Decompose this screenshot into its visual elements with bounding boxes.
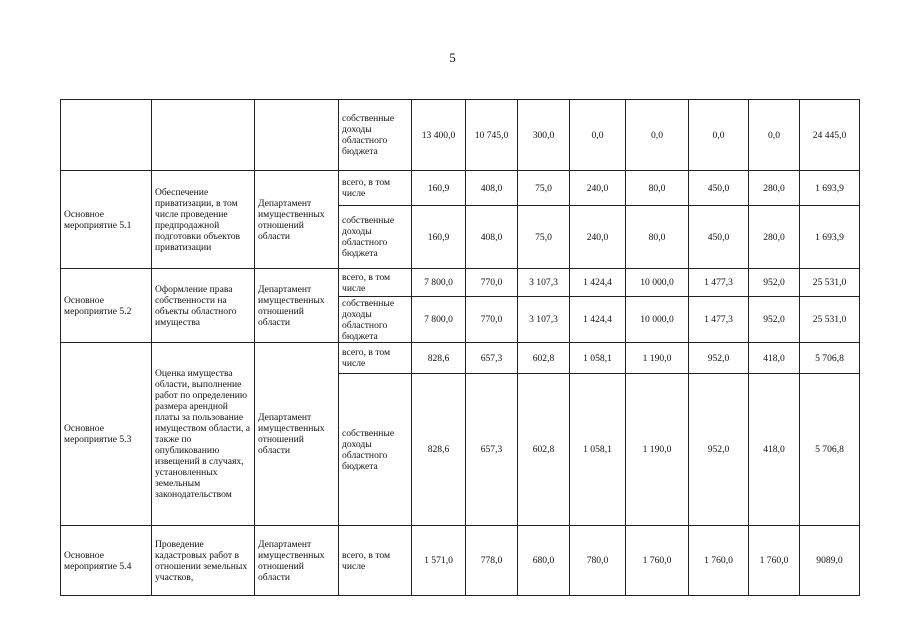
value-cell: 828,6 <box>412 374 466 526</box>
value-cell: 80,0 <box>626 171 689 206</box>
value-cell: 10 000,0 <box>626 297 689 343</box>
value-cell: 1 058,1 <box>570 374 626 526</box>
value-cell: 418,0 <box>749 374 800 526</box>
page-number: 5 <box>449 50 456 65</box>
budget-table <box>60 99 860 596</box>
table-row <box>61 269 860 297</box>
source-cell: всего, в том числе <box>339 526 412 596</box>
measure-name-cell: Основное мероприятие 5.3 <box>61 343 152 526</box>
value-cell: 780,0 <box>570 526 626 596</box>
value-cell: 770,0 <box>466 269 518 297</box>
value-cell: 160,9 <box>412 171 466 206</box>
total-cell: 9089,0 <box>800 526 860 596</box>
table-row <box>61 343 860 374</box>
table-row <box>61 100 860 171</box>
value-cell: 828,6 <box>412 343 466 374</box>
value-cell: 3 107,3 <box>518 297 570 343</box>
total-cell: 24 445,0 <box>800 100 860 171</box>
value-cell: 952,0 <box>749 269 800 297</box>
total-cell: 25 531,0 <box>800 269 860 297</box>
value-cell: 10 745,0 <box>466 100 518 171</box>
value-cell: 280,0 <box>749 206 800 269</box>
value-cell: 408,0 <box>466 206 518 269</box>
value-cell: 240,0 <box>570 206 626 269</box>
source-cell: собственные доходы областного бюджета <box>339 100 412 171</box>
executor-cell: Департамент имущественных отношений области <box>255 269 339 343</box>
value-cell: 1 760,0 <box>689 526 749 596</box>
value-cell: 1 190,0 <box>626 374 689 526</box>
source-cell: собственные доходы областного бюджета <box>339 374 412 526</box>
value-cell: 1 477,3 <box>689 297 749 343</box>
measure-desc-cell: Обеспечение приватизации, в том числе проведение предпродажной подготовки объектов приватизации <box>152 171 255 269</box>
total-cell: 25 531,0 <box>800 297 860 343</box>
executor-cell <box>255 100 339 171</box>
value-cell: 3 107,3 <box>518 269 570 297</box>
value-cell: 1 424,4 <box>570 297 626 343</box>
table-row <box>61 171 860 206</box>
value-cell: 75,0 <box>518 206 570 269</box>
value-cell: 408,0 <box>466 171 518 206</box>
value-cell: 778,0 <box>466 526 518 596</box>
value-cell: 1 190,0 <box>626 343 689 374</box>
value-cell: 450,0 <box>689 171 749 206</box>
value-cell: 0,0 <box>626 100 689 171</box>
value-cell: 952,0 <box>689 374 749 526</box>
executor-cell: Департамент имущественных отношений области <box>255 171 339 269</box>
value-cell: 680,0 <box>518 526 570 596</box>
value-cell: 952,0 <box>749 297 800 343</box>
value-cell: 1 760,0 <box>626 526 689 596</box>
value-cell: 952,0 <box>689 343 749 374</box>
value-cell: 1 058,1 <box>570 343 626 374</box>
measure-name-cell <box>61 100 152 171</box>
value-cell: 240,0 <box>570 171 626 206</box>
measure-name-cell: Основное мероприятие 5.2 <box>61 269 152 343</box>
source-cell: всего, в том числе <box>339 171 412 206</box>
value-cell: 0,0 <box>570 100 626 171</box>
value-cell: 450,0 <box>689 206 749 269</box>
value-cell: 657,3 <box>466 343 518 374</box>
executor-cell: Департамент имущественных отношений области <box>255 526 339 596</box>
total-cell: 1 693,9 <box>800 171 860 206</box>
total-cell: 5 706,8 <box>800 343 860 374</box>
value-cell: 1 571,0 <box>412 526 466 596</box>
value-cell: 160,9 <box>412 206 466 269</box>
value-cell: 1 424,4 <box>570 269 626 297</box>
value-cell: 1 477,3 <box>689 269 749 297</box>
value-cell: 10 000,0 <box>626 269 689 297</box>
value-cell: 75,0 <box>518 171 570 206</box>
value-cell: 300,0 <box>518 100 570 171</box>
source-cell: всего, в том числе <box>339 343 412 374</box>
value-cell: 1 760,0 <box>749 526 800 596</box>
source-cell: всего, в том числе <box>339 269 412 297</box>
measure-desc-cell <box>152 100 255 171</box>
table-row <box>61 526 860 596</box>
measure-desc-cell: Оформление права собственности на объекты областного имущества <box>152 269 255 343</box>
executor-cell: Департамент имущественных отношений области <box>255 343 339 526</box>
value-cell: 418,0 <box>749 343 800 374</box>
value-cell: 770,0 <box>466 297 518 343</box>
value-cell: 602,8 <box>518 343 570 374</box>
measure-desc-cell: Проведение кадастровых работ в отношении земельных участков, <box>152 526 255 596</box>
value-cell: 0,0 <box>749 100 800 171</box>
value-cell: 657,3 <box>466 374 518 526</box>
value-cell: 602,8 <box>518 374 570 526</box>
total-cell: 5 706,8 <box>800 374 860 526</box>
value-cell: 0,0 <box>689 100 749 171</box>
value-cell: 7 800,0 <box>412 269 466 297</box>
value-cell: 80,0 <box>626 206 689 269</box>
measure-name-cell: Основное мероприятие 5.1 <box>61 171 152 269</box>
total-cell: 1 693,9 <box>800 206 860 269</box>
measure-name-cell: Основное мероприятие 5.4 <box>61 526 152 596</box>
source-cell: собственные доходы областного бюджета <box>339 297 412 343</box>
value-cell: 7 800,0 <box>412 297 466 343</box>
source-cell: собственные доходы областного бюджета <box>339 206 412 269</box>
value-cell: 280,0 <box>749 171 800 206</box>
measure-desc-cell: Оценка имущества области, выполнение работ по определению размера арендной платы за пользование имуществом области, а также по опубликованию извещений в случаях, установленных земельным законодательством <box>152 343 255 526</box>
value-cell: 13 400,0 <box>412 100 466 171</box>
